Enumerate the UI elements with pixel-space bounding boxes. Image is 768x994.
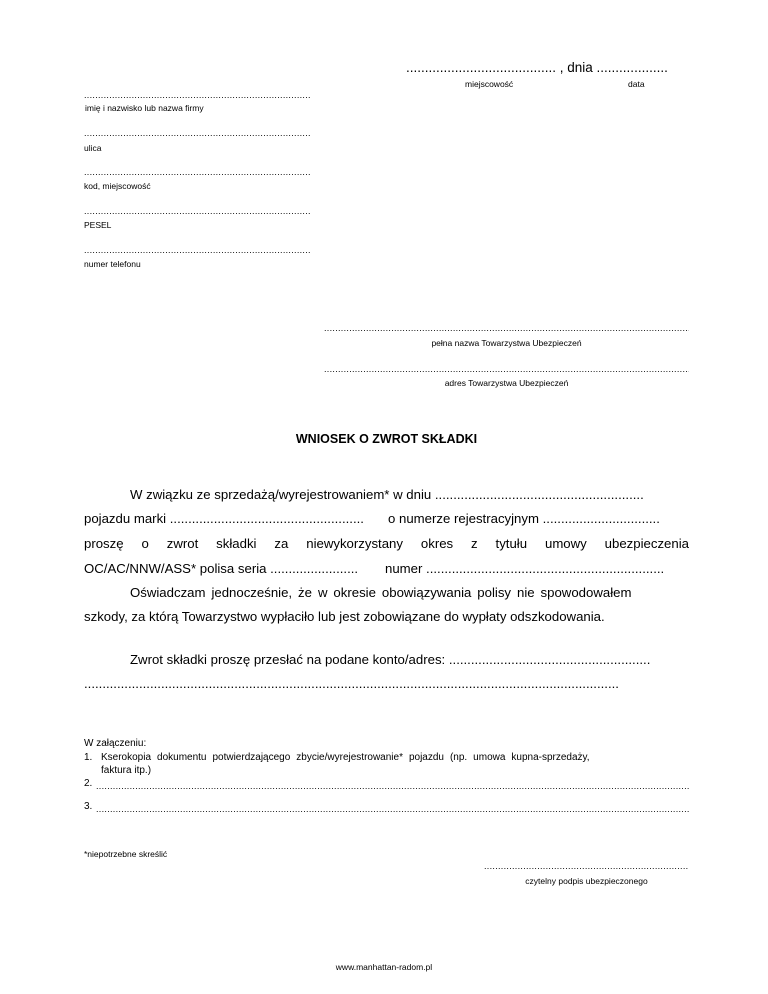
sender-name-label: imię i nazwisko lub nazwa firmy (85, 103, 204, 113)
attachments-heading: W załączeniu: (84, 738, 147, 749)
body-line-5: Oświadczam jednocześnie, że w okresie obowiązywania polisy nie spowodowałem (130, 585, 632, 600)
date-caption: data (628, 79, 645, 89)
word: o (141, 536, 149, 551)
body-line-2a: pojazdu marki ..................................................... (84, 511, 364, 526)
sender-pesel-line[interactable] (84, 207, 310, 216)
attachment-2-line[interactable] (96, 782, 689, 791)
insurer-name-line[interactable] (324, 324, 689, 333)
attachment-2-number: 2. (84, 778, 93, 789)
sender-phone-line[interactable] (84, 246, 310, 255)
sender-pesel-label: PESEL (84, 220, 112, 230)
body-line-6: szkody, za którą Towarzystwo wypłaciło lub jest zobowiązane do wypłaty odszkodowania. (84, 609, 605, 624)
word: okres (420, 536, 454, 551)
sender-name-line[interactable] (84, 91, 310, 100)
body-line-1: W związku ze sprzedażą/wyrejestrowaniem* w dniu ......................................................... (130, 487, 644, 502)
sender-city-line[interactable] (84, 168, 310, 177)
word: umowy (544, 536, 587, 551)
body-line-4a: OC/AC/NNW/ASS* polisa seria ........................ (84, 561, 359, 576)
sender-phone-label: numer telefonu (84, 259, 141, 269)
word: ubezpieczenia (604, 536, 689, 551)
sender-street-line[interactable] (84, 129, 310, 138)
word: z (471, 536, 478, 551)
sender-street-label: ulica (84, 143, 102, 153)
attachment-1-number: 1. (84, 752, 93, 763)
body-line-7: Zwrot składki proszę przesłać na podane konto/adres: ....................................................... (130, 652, 651, 667)
word: tytułu (495, 536, 528, 551)
word: proszę (84, 536, 124, 551)
attachment-1-line-1: Kserokopia dokumentu potwierdzającego zbycie/wyrejestrowanie* pojazdu (np. umowa kupna-sprzedaży, (101, 752, 590, 763)
body-line-2b: o numerze rejestracyjnym ................................ (388, 511, 660, 526)
place-caption: miejscowość (465, 79, 514, 89)
word: niewykorzystany (306, 536, 403, 551)
insurer-name-caption: pełna nazwa Towarzystwa Ubezpieczeń (431, 338, 582, 348)
sender-city-label: kod, miejscowość (84, 181, 151, 191)
word: za (274, 536, 289, 551)
attachment-1-line-2: faktura itp.) (101, 765, 152, 776)
footnote: *niepotrzebne skreślić (84, 849, 168, 859)
footer-url[interactable]: www.manhattan-radom.pl (335, 962, 433, 972)
body-line-8: .................................................................................................................................................. (84, 676, 619, 691)
word: zwrot (166, 536, 199, 551)
insurer-address-line[interactable] (324, 365, 689, 374)
attachment-3-number: 3. (84, 801, 93, 812)
body-line-3 (84, 536, 689, 551)
body-line-4b: numer ................................................................. (385, 561, 665, 576)
word: składki (216, 536, 257, 551)
place-date-line: ........................................ , dnia ................... (406, 60, 668, 75)
insurer-address-caption: adres Towarzystwa Ubezpieczeń (444, 378, 569, 388)
signature-caption: czytelny podpis ubezpieczonego (525, 876, 648, 886)
attachment-3-line[interactable] (96, 805, 689, 814)
page-title: WNIOSEK O ZWROT SKŁADKI (295, 432, 478, 446)
signature-line[interactable] (484, 862, 689, 871)
